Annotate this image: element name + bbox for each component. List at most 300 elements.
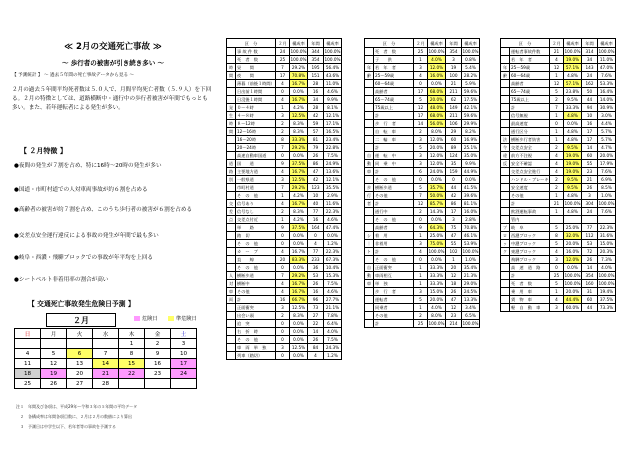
stats-panel-1: [226, 38, 342, 360]
cell-value: 42.1%: [462, 104, 480, 112]
cell-value: 0: [276, 152, 290, 160]
cell-value: 7: [414, 192, 428, 200]
column-header: 年間: [582, 39, 598, 48]
table-row: [501, 104, 616, 112]
table-row: [365, 144, 480, 152]
cell-value: 60: [446, 136, 462, 144]
column-header: 構成率: [598, 39, 616, 48]
row-label: 最高速度: [510, 120, 550, 128]
cell-value: 2: [414, 128, 428, 136]
cell-value: 77: [582, 224, 598, 232]
row-label: その他: [510, 192, 550, 200]
cell-value: 7.6%: [598, 72, 616, 80]
table-row: [365, 296, 480, 304]
calendar-day: 1: [119, 339, 145, 349]
row-group: 行: [365, 192, 374, 200]
row-group: [227, 328, 236, 336]
row-group: [501, 200, 510, 208]
row-label: 計: [510, 104, 550, 112]
cell-value: 59: [308, 120, 324, 128]
row-group: 齢: [365, 72, 374, 80]
cell-value: 8.1%: [324, 104, 342, 112]
row-group: [365, 256, 374, 264]
row-label: 20～24時: [236, 144, 276, 152]
cell-value: 100.0%: [324, 49, 341, 54]
table-row: [501, 176, 616, 184]
row-label: 正面衝突: [236, 304, 276, 312]
row-group: 時: [227, 64, 236, 72]
cell-value: 211: [446, 112, 462, 120]
weekday-header: 日: [15, 329, 41, 339]
cell-value: 12.1%: [324, 176, 342, 184]
row-group: [227, 344, 236, 352]
cell-value: 0: [276, 336, 290, 344]
table-row: [365, 208, 480, 216]
calendar-day: 8: [119, 349, 145, 359]
stats-table-time-road: [226, 38, 342, 360]
cell-value: 100: [446, 72, 462, 80]
cell-value: 73.3%: [598, 304, 616, 312]
calendar-day: 5: [41, 349, 67, 359]
cell-value: 44: [582, 96, 598, 104]
row-group: 者: [365, 200, 374, 208]
table-row: [365, 112, 480, 120]
cell-value: 9.9%: [462, 160, 480, 168]
cell-value: 57: [308, 128, 324, 136]
cell-value: 100.0%: [462, 49, 479, 54]
table-row: [227, 88, 342, 96]
cell-value: 0.0%: [290, 240, 308, 248]
cell-value: 62: [446, 96, 462, 104]
table-row: [501, 256, 616, 264]
row-label: 同 乗 中: [374, 160, 414, 168]
row-label: 横断歩道: [236, 272, 276, 280]
table-row: [227, 72, 342, 80]
cell-value: 159: [446, 168, 462, 176]
row-group: [501, 56, 510, 64]
table-row: [501, 272, 616, 280]
table-row: [227, 144, 342, 152]
row-label: 単 路: [236, 224, 276, 232]
row-label: 計: [374, 168, 414, 176]
row-group: [365, 48, 374, 56]
cell-value: 35.7%: [428, 184, 446, 192]
row-group: [501, 184, 510, 192]
row-label: 若 年 者: [510, 56, 550, 64]
table-row: [227, 96, 342, 104]
row-group: 自: [365, 264, 374, 272]
row-label: 乗 用 車: [510, 288, 550, 296]
cell-value: 17.9%: [598, 160, 616, 168]
cell-value: 35.0%: [462, 152, 480, 160]
cell-value: 77: [308, 208, 324, 216]
cell-value: 0: [308, 232, 324, 240]
cell-value: 3: [414, 152, 428, 160]
row-label: 車 両 単 独: [236, 344, 276, 352]
cell-value: 6: [414, 168, 428, 176]
calendar-day: 28: [93, 379, 119, 389]
cell-value: 14: [414, 120, 428, 128]
cell-value: 81: [308, 136, 324, 144]
cell-value: 47.4%: [324, 224, 342, 232]
row-group: ｜: [365, 240, 374, 248]
cell-value: 22.3%: [598, 224, 616, 232]
cell-value: 13.3%: [462, 296, 480, 304]
cell-value: 26: [308, 336, 324, 344]
legend-danger: [134, 315, 158, 322]
row-label: その他: [374, 312, 414, 320]
cell-value: 1: [276, 216, 290, 224]
cell-value: 77: [308, 248, 324, 256]
cell-value: 21.3%: [462, 272, 480, 280]
cell-value: 23: [582, 168, 598, 176]
cell-value: 124: [446, 152, 462, 160]
cell-value: 19.0%: [564, 56, 582, 64]
cell-value: 1: [550, 128, 564, 136]
cell-value: 5.7%: [598, 136, 616, 144]
cell-value: 1: [414, 304, 428, 312]
stats-table-victims: [364, 38, 480, 328]
cell-value: 0: [414, 80, 428, 88]
cell-value: 4: [276, 80, 290, 88]
cell-value: 16.7%: [290, 80, 308, 88]
cell-value: 3: [414, 136, 428, 144]
row-group: [501, 280, 510, 288]
row-label: 軽 自 動 車: [510, 304, 550, 312]
cell-value: 60: [582, 296, 598, 304]
cell-value: [550, 216, 564, 224]
row-label: 東濃ブロック: [510, 248, 550, 256]
cell-value: 24.5%: [462, 288, 480, 296]
cell-value: 33.3%: [290, 136, 308, 144]
feature-item: ●シートベルト非着用率の割合が高い: [14, 277, 109, 283]
cell-value: 6.9%: [598, 176, 616, 184]
cell-value: 195: [308, 64, 324, 72]
row-label: 日出前１時間: [236, 88, 276, 96]
cell-value: 0.0%: [462, 176, 480, 184]
row-label: その他: [236, 288, 276, 296]
row-label: 死 者 数: [510, 280, 550, 288]
cell-value: 44.9%: [462, 168, 480, 176]
calendar-day: [119, 379, 145, 389]
cell-value: 4.4%: [598, 120, 616, 128]
row-group: 道: [227, 160, 236, 168]
cell-value: 1: [276, 104, 290, 112]
row-label: 着 用: [374, 232, 414, 240]
cell-value: 0: [276, 240, 290, 248]
cell-value: 8.3%: [290, 312, 308, 320]
table-row: [227, 216, 342, 224]
cell-value: 0: [550, 264, 564, 272]
cell-value: 162: [582, 80, 598, 88]
table-row: [365, 320, 480, 328]
table-row: [501, 136, 616, 144]
cell-value: 0: [446, 176, 462, 184]
row-group: 車: [365, 280, 374, 288]
cell-value: 233: [308, 256, 324, 264]
cell-value: 5.7%: [598, 128, 616, 136]
row-group: 歩: [365, 184, 374, 192]
cell-value: 3: [414, 240, 428, 248]
cell-value: 22.8%: [324, 144, 342, 152]
row-label: 高速自動車国道: [236, 152, 276, 160]
cell-value: 31.6%: [598, 232, 616, 240]
cell-value: 7: [276, 144, 290, 152]
row-label: 運 転 中: [374, 152, 414, 160]
table-row: [227, 328, 342, 336]
row-label: ８～12時: [236, 120, 276, 128]
cell-value: 4: [550, 152, 564, 160]
row-label: 夜 間: [236, 72, 276, 80]
cell-value: 17: [276, 72, 290, 80]
table-row: [365, 56, 480, 64]
cell-value: 1.2%: [324, 352, 342, 360]
row-group: [501, 48, 510, 56]
cell-value: 3: [582, 192, 598, 200]
cell-value: 28.2%: [462, 72, 480, 80]
row-group: [227, 232, 236, 240]
cell-value: 57.1%: [564, 64, 582, 72]
row-label: 直 線: [236, 256, 276, 264]
cell-value: 89: [446, 144, 462, 152]
row-label: 横断歩行者妨害: [510, 136, 550, 144]
row-label: 国 道: [236, 160, 276, 168]
table-row: [227, 200, 342, 208]
cell-value: 53: [582, 240, 598, 248]
cell-value: 0: [414, 176, 428, 184]
table-row: [227, 120, 342, 128]
calendar-day: 6: [67, 349, 93, 359]
cell-value: 4: [308, 240, 324, 248]
column-header: ２月: [414, 39, 428, 48]
table-row: [501, 184, 616, 192]
cell-value: 22.3%: [324, 208, 342, 216]
weekday-header: 月: [41, 329, 67, 339]
cell-value: 16.5%: [324, 128, 342, 136]
row-group: [365, 56, 374, 64]
page-title: ≪ 2月の交通死亡事故 ≫: [64, 42, 162, 52]
cell-value: 304: [582, 200, 598, 208]
cell-value: 19.0%: [564, 152, 582, 160]
cell-value: 12: [446, 304, 462, 312]
cell-value: 24.3%: [324, 344, 342, 352]
cell-value: 29.2%: [290, 272, 308, 280]
cell-value: 0.0%: [290, 328, 308, 336]
footnote: ３ 予測日は中学生以下、若年者等の事故を予測する: [16, 424, 116, 429]
row-label: 交差点安全: [510, 144, 550, 152]
cell-value: 100.0%: [462, 249, 479, 254]
cell-value: 7: [276, 184, 290, 192]
row-group: [365, 80, 374, 88]
calendar-day: 10: [171, 349, 197, 359]
table-row: [501, 112, 616, 120]
cell-value: 47: [446, 296, 462, 304]
cell-value: 8.3%: [290, 120, 308, 128]
cell-value: 2.8%: [462, 216, 480, 224]
table-row: [227, 232, 342, 240]
table-row: [501, 208, 616, 216]
row-label: 65～74歳: [374, 96, 414, 104]
row-group: [227, 224, 236, 232]
table-row: [227, 160, 342, 168]
table-row: [227, 112, 342, 120]
cell-value: 12.0%: [428, 160, 446, 168]
cell-value: 10: [582, 112, 598, 120]
cell-value: 4: [276, 168, 290, 176]
cell-value: 14: [308, 328, 324, 336]
column-header: 年間: [446, 39, 462, 48]
cell-value: 344: [308, 48, 324, 56]
cell-value: 17: [446, 208, 462, 216]
cell-value: 16.0%: [428, 72, 446, 80]
cell-value: 37.5%: [290, 160, 308, 168]
calendar-day: [145, 379, 171, 389]
feature-item: ●交差点安全運行違反による事故の発生が年間で最も多い: [14, 233, 159, 239]
row-group: [501, 168, 510, 176]
cell-value: 1.0%: [462, 256, 480, 264]
cell-value: 9.5%: [564, 184, 582, 192]
row-group: [227, 312, 236, 320]
cell-value: 73: [308, 304, 324, 312]
row-label: 車両相互: [374, 272, 414, 280]
cell-value: 4: [550, 296, 564, 304]
cell-value: 5: [550, 240, 564, 248]
calendar-day: [67, 339, 93, 349]
cell-value: 53: [308, 272, 324, 280]
row-group: [501, 176, 510, 184]
cell-value: 0.0%: [290, 88, 308, 96]
cell-value: 25.1%: [462, 144, 480, 152]
column-header: 構成率: [462, 39, 480, 48]
cell-value: 0.0%: [290, 264, 308, 272]
table-row: [365, 176, 480, 184]
row-label: 飛騨ブロック: [510, 256, 550, 264]
calendar-day: [15, 339, 41, 349]
legend-swatch: [168, 316, 174, 321]
cell-value: 2: [550, 96, 564, 104]
cell-value: 4.0%: [324, 328, 342, 336]
cell-value: 7.3%: [598, 256, 616, 264]
cell-value: 102: [446, 248, 462, 256]
cell-value: 7.5%: [324, 152, 342, 160]
cell-value: [582, 216, 598, 224]
table-row: [227, 296, 342, 304]
calendar-day: 20: [67, 369, 93, 379]
table-row: [501, 264, 616, 272]
table-row: [227, 136, 342, 144]
stats-table-drivers: [500, 38, 616, 312]
cell-value: 37.5%: [290, 224, 308, 232]
cell-value: 23.8%: [564, 88, 582, 96]
legend-label: 準危険日: [176, 316, 197, 322]
cell-value: 0.0%: [428, 216, 446, 224]
cell-value: 12.0%: [428, 64, 446, 72]
row-group: [501, 112, 510, 120]
row-group: [501, 288, 510, 296]
legend-label: 危険日: [142, 316, 158, 322]
footnote: ２ 各構成率は年間各項目数に、２月は２月の数値により算出: [16, 414, 132, 419]
calendar-title: 【 交通死亡事故発生危険日予測 】: [28, 300, 135, 308]
cell-value: 50.0%: [428, 192, 446, 200]
cell-value: 75: [446, 224, 462, 232]
row-group: [365, 224, 374, 232]
cell-value: 4: [308, 352, 324, 360]
cell-value: 12.1%: [324, 112, 342, 120]
table-row: [227, 352, 342, 360]
table-row: [227, 320, 342, 328]
row-group: 令: [501, 144, 510, 152]
cell-value: 0: [414, 216, 428, 224]
row-label: カ ー ブ: [236, 248, 276, 256]
row-label: 運転者: [374, 296, 414, 304]
cell-value: 24.9%: [324, 160, 342, 168]
row-group: [227, 56, 236, 64]
row-label: 60～64歳: [510, 72, 550, 80]
row-group: [501, 120, 510, 128]
row-label: 出会い頭: [236, 312, 276, 320]
cell-value: 9: [276, 224, 290, 232]
row-label: 計: [374, 144, 414, 152]
cell-value: 100.0%: [462, 321, 479, 326]
cell-value: 1: [446, 256, 462, 264]
cell-value: 7.8%: [324, 312, 342, 320]
cell-value: 59.6%: [462, 112, 480, 120]
cell-value: 15.3%: [324, 272, 342, 280]
calendar-day: 26: [41, 379, 67, 389]
table-row: [501, 80, 616, 88]
cell-value: 4: [276, 248, 290, 256]
row-label: 計: [510, 272, 550, 280]
cell-value: 33.3%: [564, 104, 582, 112]
row-label: 踏 切: [236, 232, 276, 240]
cell-value: 24: [276, 48, 290, 56]
cell-value: 4.8%: [564, 112, 582, 120]
row-group: [227, 320, 236, 328]
cell-value: 47.0%: [598, 64, 616, 72]
row-group: 齢: [501, 72, 510, 80]
row-group: [227, 88, 236, 96]
table-row: [501, 128, 616, 136]
table-row: [501, 64, 616, 72]
table-row: [501, 144, 616, 152]
cell-value: 16: [276, 296, 290, 304]
row-group: [365, 176, 374, 184]
row-group: 間: [227, 72, 236, 80]
cell-value: 12: [550, 80, 564, 88]
row-label: 交差点安全進行: [510, 168, 550, 176]
cell-value: 7.5%: [324, 280, 342, 288]
row-label: 昼 間: [236, 64, 276, 72]
cell-value: 0.0%: [428, 80, 446, 88]
cell-value: 5.9%: [462, 80, 480, 88]
cell-value: 100.0%: [564, 201, 581, 206]
weekday-header: 水: [93, 329, 119, 339]
cell-value: 100.0%: [290, 57, 307, 62]
cell-value: 21: [550, 200, 564, 208]
cell-value: 1: [550, 136, 564, 144]
row-group: 年: [501, 64, 510, 72]
row-label: 貨 物 車: [510, 296, 550, 304]
cell-value: 0.0%: [428, 256, 446, 264]
table-row: [501, 240, 616, 248]
row-label: 一般県道: [236, 176, 276, 184]
table-row: [365, 152, 480, 160]
table-row: [501, 200, 616, 208]
row-group: 年: [365, 64, 374, 72]
cell-value: 100.0%: [564, 49, 581, 54]
cell-value: 0: [276, 264, 290, 272]
cell-value: 34: [582, 56, 598, 64]
